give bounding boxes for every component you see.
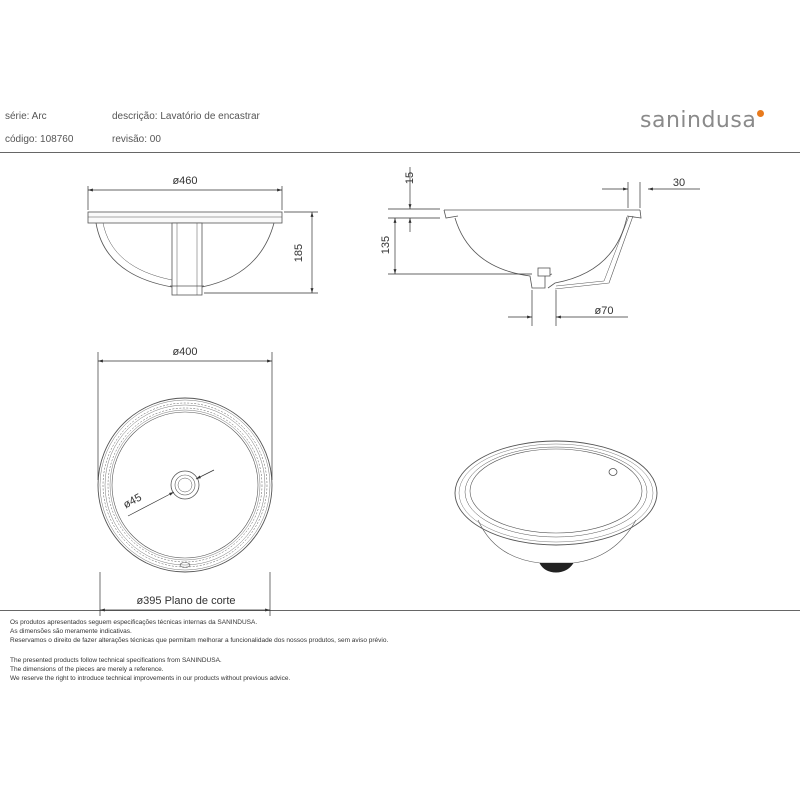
note-pt-2: As dimensões são meramente indicativas. — [10, 628, 132, 635]
plan-bowl-edge — [112, 412, 258, 558]
section-view — [444, 210, 641, 289]
dim-depth: 135 — [380, 235, 392, 255]
dim-height-total: 185 — [293, 243, 305, 263]
plan-outer-rim — [98, 398, 272, 572]
plan-dimensions — [98, 352, 272, 616]
dim-cut-dia: ø395 Plano de corte — [136, 595, 236, 607]
dim-rim-height: 15 — [404, 171, 416, 185]
descricao-label: descrição: Lavatório de encastrar — [112, 111, 260, 122]
persp-outer-rim — [455, 441, 657, 545]
front-elevation-view — [88, 212, 282, 295]
dim-drain-dia: ø70 — [594, 305, 614, 317]
dim-rim-width: 30 — [672, 177, 686, 189]
section-dimensions — [388, 167, 700, 326]
dim-plan-dia: ø400 — [172, 346, 198, 358]
brand-name: sanindusa — [640, 108, 757, 133]
serie-label: série: Arc — [5, 111, 47, 122]
codigo-label: código: 108760 — [5, 134, 74, 145]
note-pt-1: Os produtos apresentados seguem especificações técnicas internas da SANINDUSA. — [10, 619, 258, 626]
front-dimensions — [88, 186, 318, 293]
note-pt-3: Reservamos o direito de fazer alterações técnicas que permitam melhorar a funcionalidade dos nossos produtos, sem aviso prévio. — [10, 637, 389, 644]
drain-neck — [538, 268, 550, 276]
persp-drain — [540, 563, 573, 572]
plan-view — [98, 398, 272, 572]
section-left-wall — [455, 218, 552, 288]
dim-top-width: ø460 — [172, 175, 198, 187]
dim-hole-dia: ø45 — [121, 491, 144, 512]
note-en-3: We reserve the right to introduce technical improvements in our products without previous advice. — [10, 675, 291, 682]
overflow-column — [172, 223, 202, 295]
perspective-view — [455, 441, 657, 572]
revisao-label: revisão: 00 — [112, 134, 161, 145]
rim-outline — [88, 212, 282, 223]
note-en-1: The presented products follow technical specifications from SANINDUSA. — [10, 657, 222, 664]
note-en-2: The dimensions of the pieces are merely a reference. — [10, 666, 164, 673]
